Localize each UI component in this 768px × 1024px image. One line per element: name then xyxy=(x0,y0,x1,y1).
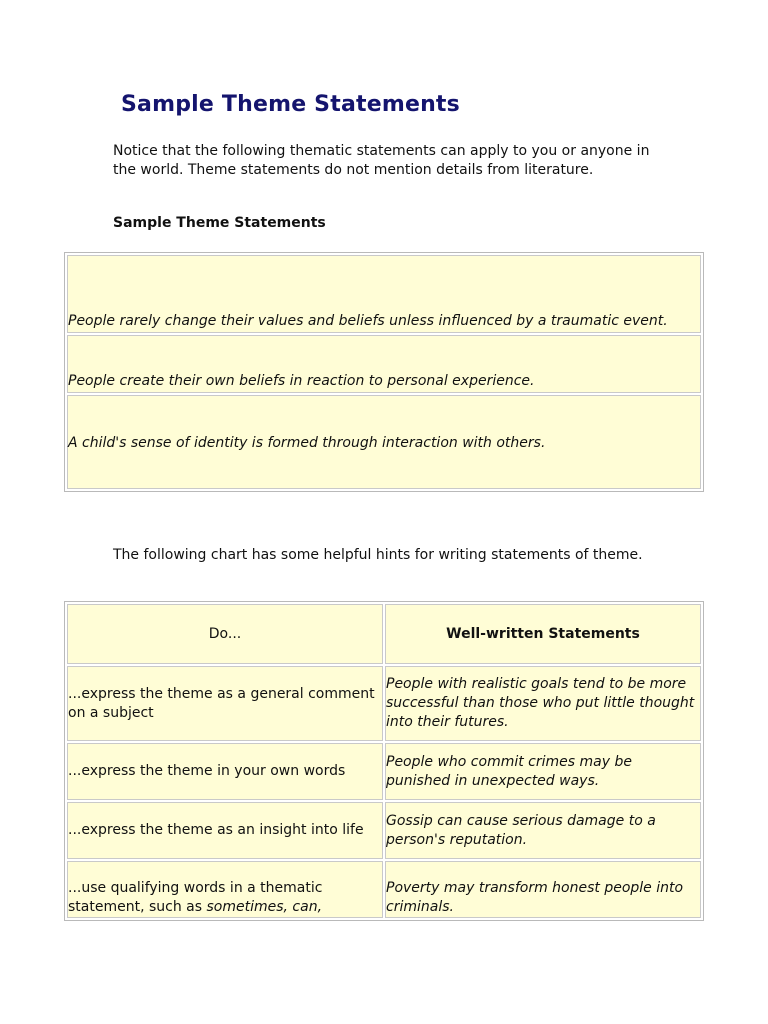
table-row xyxy=(67,255,701,333)
do-italic-text: sometimes, can, xyxy=(206,899,323,915)
example-cell: People who commit crimes may be punished in unexpected ways. xyxy=(385,743,701,800)
table-row xyxy=(67,802,701,859)
do-cell: ...express the theme as an insight into life xyxy=(67,802,383,859)
theme-statement-cell: People rarely change their values and beliefs unless influenced by a traumatic event. xyxy=(67,255,701,333)
example-cell: People with realistic goals tend to be more successful than those who put little thought into their futures. xyxy=(385,666,701,741)
column-header-statements: Well-written Statements xyxy=(385,604,701,664)
do-cell xyxy=(67,861,383,918)
theme-statements-table xyxy=(64,252,704,492)
table-row xyxy=(67,861,701,918)
table-row xyxy=(67,335,701,393)
hints-intro-paragraph: The following chart has some helpful hints for writing statements of theme. xyxy=(113,547,643,563)
theme-statement-cell: People create their own beliefs in reaction to personal experience. xyxy=(67,335,701,393)
table-row xyxy=(67,666,701,741)
theme-statement-cell: A child's sense of identity is formed through interaction with others. xyxy=(67,395,701,489)
hints-table xyxy=(64,601,704,921)
do-text: ...use qualifying words in a thematic statement, such as xyxy=(68,880,323,915)
intro-paragraph: Notice that the following thematic statements can apply to you or anyone in the world. Theme statements do not mention details from literature. xyxy=(113,143,650,178)
table-row xyxy=(67,395,701,489)
do-cell: ...express the theme as a general comment on a subject xyxy=(67,666,383,741)
column-header-do: Do... xyxy=(67,604,383,664)
do-cell: ...express the theme in your own words xyxy=(67,743,383,800)
example-cell: Poverty may transform honest people into criminals. xyxy=(385,861,701,918)
table-header-row xyxy=(67,604,701,664)
table-row xyxy=(67,743,701,800)
section-heading: Sample Theme Statements xyxy=(113,215,326,231)
page-title: Sample Theme Statements xyxy=(121,92,460,117)
example-cell: Gossip can cause serious damage to a person's reputation. xyxy=(385,802,701,859)
